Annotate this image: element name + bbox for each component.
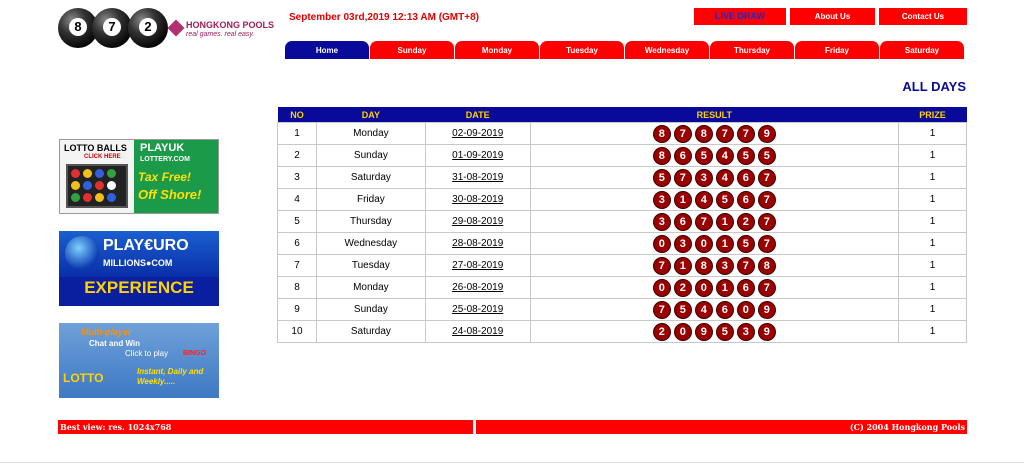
ad-multiplayer: Multi-player [81, 327, 132, 337]
row-prize: 1 [899, 321, 967, 343]
tab-tuesday[interactable]: Tuesday [540, 41, 624, 59]
row-result [530, 255, 898, 277]
result-ball: 9 [758, 301, 776, 319]
tab-monday[interactable]: Monday [455, 41, 539, 59]
header-no: NO [278, 107, 317, 123]
row-prize: 1 [899, 255, 967, 277]
row-result [530, 299, 898, 321]
row-no: 3 [278, 167, 317, 189]
balls-box-image [66, 164, 128, 208]
result-ball: 6 [674, 147, 692, 165]
row-result [530, 145, 898, 167]
row-result [530, 321, 898, 343]
row-date-link[interactable]: 24-08-2019 [425, 321, 530, 343]
ad-millions-com: MILLIONS●COM [103, 258, 173, 268]
lotto-balls-ad[interactable] [59, 139, 219, 214]
row-day: Sunday [316, 299, 425, 321]
row-day: Saturday [316, 321, 425, 343]
row-no: 5 [278, 211, 317, 233]
ad-lottery-com: LOTTERY.COM [140, 156, 190, 163]
result-numbers [531, 191, 898, 209]
hongkong-pools-logo [58, 8, 275, 50]
tab-sunday[interactable]: Sunday [370, 41, 454, 59]
footer-copyright: (C) 2004 Hongkong Pools [476, 420, 967, 434]
footer-best-view: Best view: res. 1024x768 [58, 420, 473, 434]
row-day: Monday [316, 277, 425, 299]
result-ball: 1 [716, 213, 734, 231]
result-ball: 3 [674, 235, 692, 253]
result-ball: 1 [716, 279, 734, 297]
ad-bingo: BINGO [183, 350, 206, 357]
result-ball: 7 [758, 235, 776, 253]
table-row [278, 277, 967, 299]
row-day: Monday [316, 123, 425, 145]
result-ball: 7 [653, 301, 671, 319]
row-date-link[interactable]: 28-08-2019 [425, 233, 530, 255]
result-ball: 0 [695, 235, 713, 253]
result-ball: 0 [653, 235, 671, 253]
result-ball: 0 [653, 279, 671, 297]
result-numbers [531, 213, 898, 231]
table-row [278, 189, 967, 211]
row-date-link[interactable]: 26-08-2019 [425, 277, 530, 299]
header-date: DATE [425, 107, 530, 123]
playuk-panel [134, 140, 218, 213]
row-result [530, 189, 898, 211]
result-ball: 9 [695, 323, 713, 341]
result-ball: 4 [716, 169, 734, 187]
brand-tagline: real games. real easy. [186, 31, 255, 38]
result-ball: 5 [758, 147, 776, 165]
ad-play-euro: PLAY€URO [103, 237, 189, 254]
row-prize: 1 [899, 277, 967, 299]
result-ball: 8 [653, 125, 671, 143]
result-ball: 9 [758, 125, 776, 143]
ad-chat-and-win: Chat and Win [89, 339, 141, 348]
result-ball: 1 [674, 257, 692, 275]
result-ball: 8 [758, 257, 776, 275]
tab-wednesday[interactable]: Wednesday [625, 41, 709, 59]
result-numbers [531, 235, 898, 253]
ad-instant-daily-weekly: Instant, Daily and Weekly..... [137, 367, 204, 386]
result-ball: 3 [653, 191, 671, 209]
ad-playuk: PLAYUK [140, 142, 185, 154]
row-day: Sunday [316, 145, 425, 167]
result-ball: 0 [737, 301, 755, 319]
row-no: 6 [278, 233, 317, 255]
result-ball: 6 [716, 301, 734, 319]
result-ball: 7 [737, 257, 755, 275]
result-ball: 5 [716, 191, 734, 209]
table-row [278, 299, 967, 321]
row-date-link[interactable]: 29-08-2019 [425, 211, 530, 233]
result-numbers [531, 301, 898, 319]
result-ball: 6 [737, 169, 755, 187]
result-ball: 3 [716, 257, 734, 275]
result-ball: 7 [758, 213, 776, 231]
bingo-lotto-ad[interactable] [59, 323, 219, 398]
row-day: Saturday [316, 167, 425, 189]
row-no: 4 [278, 189, 317, 211]
lotto-balls-panel [60, 140, 134, 213]
live-draw-button[interactable]: LIVE DRAW [694, 8, 786, 25]
result-ball: 0 [695, 279, 713, 297]
row-day: Thursday [316, 211, 425, 233]
row-prize: 1 [899, 123, 967, 145]
table-row [278, 167, 967, 189]
result-ball: 8 [653, 147, 671, 165]
result-ball: 5 [737, 147, 755, 165]
result-ball: 7 [674, 125, 692, 143]
row-date-link[interactable]: 25-08-2019 [425, 299, 530, 321]
result-ball: 2 [737, 213, 755, 231]
result-ball: 0 [674, 323, 692, 341]
top-nav [694, 8, 967, 25]
table-row [278, 211, 967, 233]
ad-tax-free: Tax Free! [138, 170, 191, 184]
current-datetime: September 03rd,2019 12:13 AM (GMT+8) [289, 12, 479, 23]
result-numbers [531, 257, 898, 275]
result-ball: 6 [737, 191, 755, 209]
row-result [530, 123, 898, 145]
row-day: Wednesday [316, 233, 425, 255]
row-result [530, 167, 898, 189]
row-no: 7 [278, 255, 317, 277]
row-no: 8 [278, 277, 317, 299]
result-ball: 7 [758, 169, 776, 187]
table-row [278, 233, 967, 255]
brand-diamond-icon [168, 20, 185, 37]
result-ball: 1 [716, 235, 734, 253]
ball-icon: 2 [128, 8, 168, 48]
result-ball: 4 [695, 191, 713, 209]
contact-us-button[interactable]: Contact Us [879, 8, 967, 25]
result-numbers [531, 125, 898, 143]
section-title: ALL DAYS [902, 79, 966, 94]
result-ball: 6 [737, 279, 755, 297]
tab-thursday[interactable]: Thursday [710, 41, 794, 59]
results-table [277, 107, 967, 343]
table-header-row [278, 107, 967, 123]
result-numbers [531, 147, 898, 165]
result-ball: 7 [758, 279, 776, 297]
row-prize: 1 [899, 233, 967, 255]
euro-banner-top [59, 231, 219, 277]
result-ball: 5 [653, 169, 671, 187]
about-us-button[interactable]: About Us [790, 8, 875, 25]
row-prize: 1 [899, 167, 967, 189]
row-no: 2 [278, 145, 317, 167]
row-no: 10 [278, 321, 317, 343]
ad-off-shore: Off Shore! [138, 187, 202, 202]
result-ball: 3 [695, 169, 713, 187]
result-numbers [531, 323, 898, 341]
result-ball: 7 [695, 213, 713, 231]
result-ball: 9 [758, 323, 776, 341]
row-date-link[interactable]: 31-08-2019 [425, 167, 530, 189]
tab-saturday[interactable]: Saturday [880, 41, 964, 59]
result-numbers [531, 169, 898, 187]
result-ball: 2 [653, 323, 671, 341]
row-date-link[interactable]: 30-08-2019 [425, 189, 530, 211]
row-date-link[interactable]: 02-09-2019 [425, 123, 530, 145]
row-prize: 1 [899, 299, 967, 321]
result-ball: 8 [695, 125, 713, 143]
row-day: Friday [316, 189, 425, 211]
row-no: 9 [278, 299, 317, 321]
result-ball: 3 [653, 213, 671, 231]
table-row [278, 255, 967, 277]
result-numbers [531, 279, 898, 297]
tab-friday[interactable]: Friday [795, 41, 879, 59]
result-ball: 7 [674, 169, 692, 187]
header-result: RESULT [530, 107, 898, 123]
result-ball: 7 [737, 125, 755, 143]
table-row [278, 145, 967, 167]
row-prize: 1 [899, 145, 967, 167]
table-row [278, 321, 967, 343]
globe-icon [65, 236, 99, 270]
result-ball: 7 [716, 125, 734, 143]
result-ball: 4 [716, 147, 734, 165]
result-ball: 5 [716, 323, 734, 341]
tab-home[interactable]: Home [285, 41, 369, 59]
row-result [530, 233, 898, 255]
ball-icon: 7 [92, 8, 132, 48]
result-ball: 3 [737, 323, 755, 341]
divider [0, 462, 1024, 463]
brand-name: HONGKONG POOLS [186, 20, 275, 30]
ball-icon: 8 [58, 8, 98, 48]
result-ball: 8 [695, 257, 713, 275]
result-ball: 2 [674, 279, 692, 297]
result-ball: 5 [695, 147, 713, 165]
row-day: Tuesday [316, 255, 425, 277]
row-result [530, 211, 898, 233]
result-ball: 4 [695, 301, 713, 319]
result-ball: 6 [674, 213, 692, 231]
ad-experience: EXPERIENCE [84, 278, 194, 297]
row-no: 1 [278, 123, 317, 145]
ad-click-here: CLICK HERE [84, 154, 121, 160]
header-day: DAY [316, 107, 425, 123]
day-tabs [285, 41, 964, 59]
play-euro-millions-ad[interactable] [59, 231, 219, 306]
ad-click-to-play: Click to play [125, 349, 169, 358]
result-ball: 7 [653, 257, 671, 275]
ad-lotto: LOTTO [63, 371, 104, 385]
result-ball: 1 [674, 191, 692, 209]
row-date-link[interactable]: 01-09-2019 [425, 145, 530, 167]
row-date-link[interactable]: 27-08-2019 [425, 255, 530, 277]
row-prize: 1 [899, 211, 967, 233]
ad-lotto-balls-title: LOTTO BALLS [64, 143, 127, 153]
row-result [530, 277, 898, 299]
result-ball: 7 [758, 191, 776, 209]
result-ball: 5 [737, 235, 755, 253]
result-ball: 5 [674, 301, 692, 319]
row-prize: 1 [899, 189, 967, 211]
header-prize: PRIZE [899, 107, 967, 123]
table-row [278, 123, 967, 145]
